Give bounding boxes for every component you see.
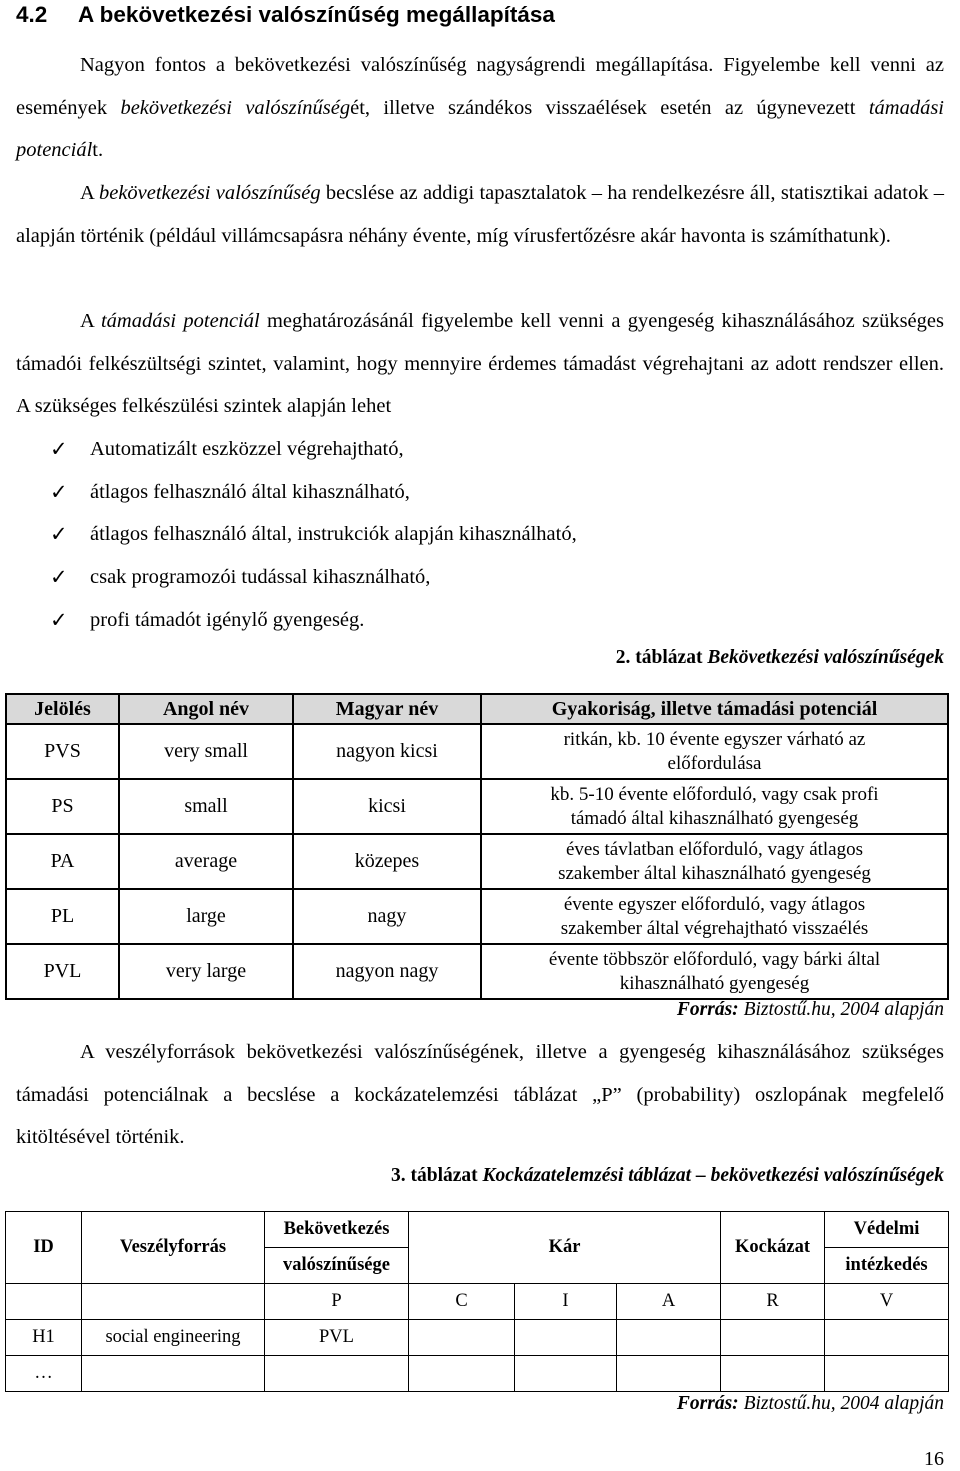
table-row [6,779,948,834]
list-item [50,428,577,471]
table-2-caption-label: 2. táblázat [615,647,708,668]
table-cell: nagyon nagy [293,944,481,999]
paragraph-4 [16,1031,944,1159]
table-cell: PVL [265,1320,409,1356]
table-cell: average [119,834,293,889]
cell-line: évente egyszer előforduló, vagy átlagos [563,893,866,915]
table-cell [409,1356,515,1392]
table-cell [481,889,948,944]
paragraph-1-italic: bekövetkezési valószínűség [120,96,351,119]
checkmark-icon: ✓ [50,522,68,547]
risk-analysis-table [5,1211,949,1392]
table-cell: kicsi [293,779,481,834]
table-row [6,944,948,999]
list-item-text: csak programozói tudással kihasználható, [90,566,431,589]
table-cell [617,1356,721,1392]
cell-line: szakember által végrehajtható visszaélés [560,917,869,939]
table-cell: very small [119,724,293,779]
table-cell: small [119,779,293,834]
table-cell [721,1356,825,1392]
list-item-text: átlagos felhasználó által, instrukciók alapján kihasználható, [90,523,577,546]
table-cell [481,944,948,999]
checkmark-icon: ✓ [50,479,68,504]
table-row [6,834,948,889]
table-cell: social engineering [82,1320,265,1356]
header-line: intézkedés [845,1255,928,1275]
table-row [6,1320,949,1356]
column-header: ID [6,1212,82,1284]
header-line: Védelmi [853,1219,920,1239]
table-cell: PA [6,834,119,889]
cell-line: ritkán, kb. 10 évente egyszer várható az [563,728,866,750]
column-header [825,1248,949,1284]
table-cell: … [6,1356,82,1392]
paragraph-3-text: A [80,310,101,332]
table-3-source [677,1393,944,1415]
source-text: Biztostű.hu, 2004 alapján [738,999,944,1020]
paragraph-3-italic: támadási potenciál [100,310,260,332]
table-cell [721,1320,825,1356]
table-cell [481,834,948,889]
table-2-caption [616,647,944,669]
table-cell [82,1356,265,1392]
table-subheader-row [6,1284,949,1320]
table-cell: A [617,1284,721,1320]
table-cell: P [265,1284,409,1320]
preparation-level-list [50,428,577,641]
table-row [6,1356,949,1392]
column-header [825,1212,949,1248]
list-item [50,599,577,642]
column-header: Angol név [119,694,293,724]
table-cell [825,1356,949,1392]
table-cell: PVS [6,724,119,779]
table-cell: C [409,1284,515,1320]
section-title: A bekövetkezési valószínűség megállapítása [78,2,555,27]
column-header: Veszélyforrás [82,1212,265,1284]
section-heading [16,2,555,28]
table-cell [825,1320,949,1356]
paragraph-1-text: t. [92,139,104,162]
table-cell [409,1320,515,1356]
column-header: Kockázat [721,1212,825,1284]
column-header: Jelölés [6,694,119,724]
cell-line: előfordulása [667,752,762,774]
paragraph-4-text: A veszélyforrások bekövetkezési valószínűségének, illetve a gyengeség kihasználásához szükséges támadási potenciálnak a becslése a kockázatelemzési táblázat „P” (probability) oszlopának megfelelő kitöltésével történik. [16,1041,944,1149]
cell-line: kihasználható gyengeség [619,972,810,994]
checkmark-icon: ✓ [50,437,68,461]
cell-line: éves távlatban előforduló, vagy átlagos [565,838,864,860]
paragraph-1-italic: támadási potenciál [16,96,944,162]
paragraph-1 [16,44,944,172]
paragraph-2-text: A [80,182,99,204]
column-header: Gyakoriság, illetve támadási potenciál [481,694,948,724]
page-number: 16 [924,1448,944,1470]
paragraph-2-italic: bekövetkezési valószínűség [98,182,321,204]
list-item [50,513,577,556]
table-3-caption-label: 3. táblázat [391,1165,483,1186]
table-cell [481,779,948,834]
table-cell [617,1320,721,1356]
column-header [265,1248,409,1284]
list-item-text: profi támadót igénylő gyengeség. [90,608,365,631]
source-label: Forrás: [676,999,739,1020]
table-cell: PVL [6,944,119,999]
table-header-row [6,1212,949,1248]
list-item [50,556,577,599]
paragraph-3-text: meghatározásánál figyelembe kell venni a gyengeség kihasználásához szükséges támadói felkészültségi szintet, valamint, hogy mennyire érdemes támadást végrehajtani az adott rendszer ellen. A szükséges felkészülési szintek alapján lehet [16,310,944,418]
table-cell [515,1356,617,1392]
table-cell: közepes [293,834,481,889]
source-label: Forrás: [676,1393,739,1414]
table-cell: large [119,889,293,944]
paragraph-2 [16,172,944,257]
cell-line: szakember által kihasználható gyengeség [558,862,871,884]
cell-line: támadó által kihasználható gyengeség [570,807,859,829]
table-cell: very large [119,944,293,999]
source-text: Biztostű.hu, 2004 alapján [738,1393,944,1414]
table-cell: PS [6,779,119,834]
checkmark-icon: ✓ [50,607,68,632]
table-3-caption-title: Kockázatelemzési táblázat – bekövetkezési valószínűségek [482,1165,944,1186]
table-cell: V [825,1284,949,1320]
checkmark-icon: ✓ [50,565,68,590]
table-cell [515,1320,617,1356]
table-cell [265,1356,409,1392]
column-header: Kár [409,1212,721,1284]
column-header [265,1212,409,1248]
list-item [50,471,577,514]
paragraph-1-text: ét, illetve szándékos visszaélések esetén az úgynevezett [350,96,869,119]
table-row [6,889,948,944]
table-cell: I [515,1284,617,1320]
table-header-row [6,694,948,724]
table-2-caption-title: Bekövetkezési valószínűségek [707,647,944,668]
paragraph-2-text: becslése az addigi tapasztalatok – ha rendelkezésre áll, statisztikai adatok – alapján történik (például villámcsapásra néhány évente, míg vírusfertőzésre akár havonta is számíthatunk). [16,182,944,247]
table-cell: nagyon kicsi [293,724,481,779]
cell-line: évente többször előforduló, vagy bárki által [548,948,881,970]
header-line: Bekövetkezés [283,1219,390,1239]
table-cell [481,724,948,779]
header-line: valószínűsége [283,1255,390,1275]
table-cell [6,1284,82,1320]
list-item-text: Automatizált eszközzel végrehajtható, [90,438,404,460]
list-item-text: átlagos felhasználó által kihasználható, [90,480,410,503]
column-header: Magyar név [293,694,481,724]
cell-line: kb. 5-10 évente előforduló, vagy csak profi [550,783,879,805]
table-3-caption [391,1165,944,1187]
table-cell: nagy [293,889,481,944]
table-cell [82,1284,265,1320]
section-number: 4.2 [16,2,48,27]
table-cell: R [721,1284,825,1320]
table-cell: PL [6,889,119,944]
probability-table [5,693,949,1000]
table-2-source [677,999,944,1021]
paragraph-3 [16,300,944,428]
table-row [6,724,948,779]
paragraph-1-text: Nagyon fontos a bekövetkezési valószínűség nagyságrendi megállapítása. Figyelembe kell venni az események [16,54,944,119]
table-cell: H1 [6,1320,82,1356]
